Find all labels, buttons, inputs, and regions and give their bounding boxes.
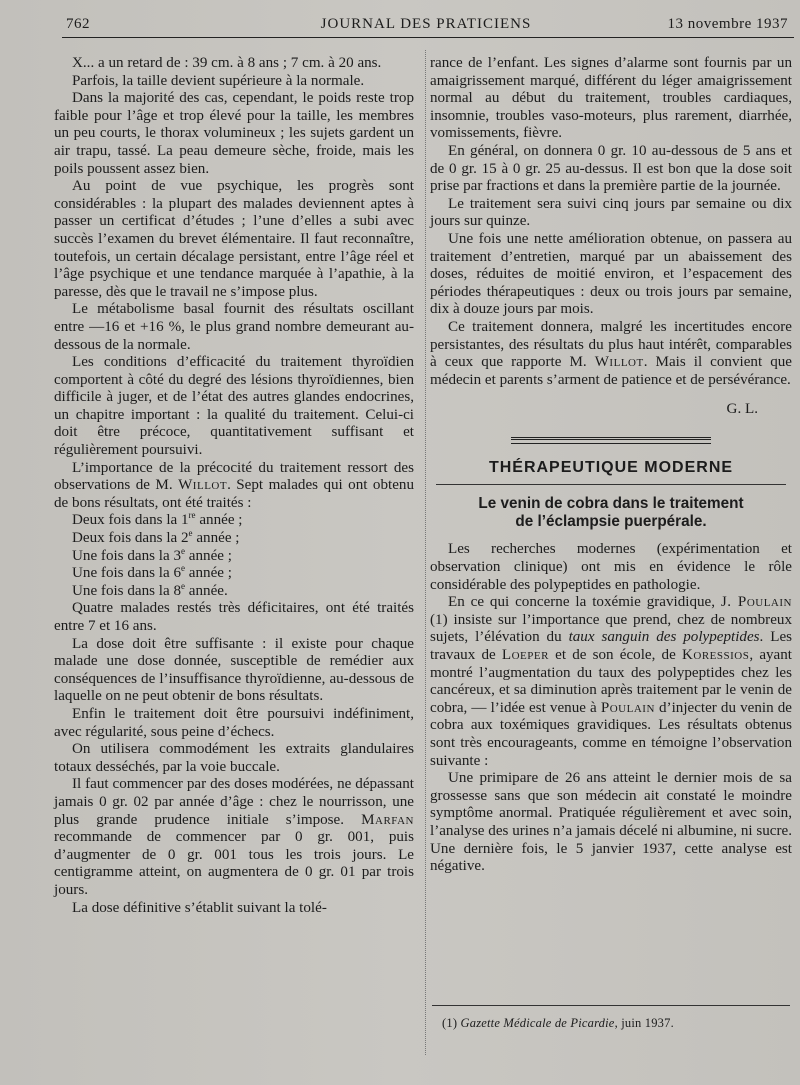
text-run: année ;	[185, 547, 232, 564]
list-item	[72, 565, 414, 583]
paragraph: X... a un retard de : 39 cm. à 8 ans ; 7 cm. à 20 ans.	[72, 55, 382, 71]
section-divider	[511, 443, 711, 444]
paragraph: Une fois une nette amélioration obtenue, on passera au traitement d’entretien, marqué par un abaissement des doses, réduites de moitié environ, et l’espacement des périodes thérapeutiques : deux ou trois jours par semaine, dix à douze jours par mois.	[430, 230, 792, 318]
column-separator	[425, 50, 426, 1055]
paragraph: rance de l’enfant. Les signes d’alarme sont fournis par un amaigrissement marqué, différent du léger amaigrissement normal au début du traitement, troubles cardiaques, insomnie, troubles vaso-moteurs, plus rarement, diarrhée, vomissements, fièvre.	[430, 55, 792, 142]
page-header	[60, 14, 792, 38]
text-run: Deux fois dans la 2	[72, 530, 189, 547]
signature: G. L.	[726, 401, 758, 418]
text-run: En ce qui concerne la toxémie gravidique,	[448, 594, 721, 611]
paragraph: Enfin le traitement doit être poursuivi indéfiniment, avec régularité, sous peine d’échecs.	[54, 705, 414, 740]
superscript: e	[181, 563, 185, 574]
issue-date: 13 novembre 1937	[667, 16, 788, 32]
paragraph	[54, 460, 414, 513]
paragraph: Dans la majorité des cas, cependant, le poids reste trop faible pour l’âge et trop élevé pour la taille, les membres un peu courts, le thorax volumineux ; les sujets gardent un air trapu, tassé. La peau demeure sèche, froide, mais les poils poussent assez bien.	[54, 90, 414, 177]
text-run: et de son école, de	[548, 647, 682, 664]
author-name: Poulain	[600, 699, 655, 716]
text-run: d’injecter du venin de cobra aux toxémiques gravidiques. Les résultats obtenus sont très encourageants, comme en témoigne l’observation suivante :	[430, 699, 792, 769]
paragraph: Le métabolisme basal fournit des résultats oscillant entre —16 et +16 %, le plus grand nombre demeurant au-dessous de la normale.	[54, 301, 414, 353]
paragraph: Le traitement sera suivi cinq jours par semaine ou dix jours sur quinze.	[430, 195, 792, 230]
section-rubric: THÉRAPEUTIQUE MODERNE	[488, 458, 734, 476]
page-number: 762	[66, 16, 90, 32]
paragraph	[430, 319, 792, 389]
left-column	[54, 55, 414, 917]
text-run: Une fois dans la 6	[72, 565, 181, 582]
list-item	[72, 512, 414, 530]
text-run: année ;	[192, 530, 240, 547]
text-run: Ce traitement donnera, malgré les incertitudes encore persistantes, des résultats du plus haut intérêt, comparables à ceux que rapporte M.	[430, 318, 792, 371]
author-name: Marfan	[361, 811, 414, 828]
superscript: e	[181, 580, 185, 591]
text-run: , juin 1937.	[614, 1016, 674, 1030]
author-name: Willot	[178, 477, 228, 494]
right-column	[430, 55, 792, 876]
list-item	[72, 580, 414, 601]
footnote-rule	[432, 1005, 790, 1006]
text-run: , ayant montré l’augmentation du taux des polypeptides chez les cancéreux, et sa diminution après traitement par le venin de cobra, — l’idée est venue à	[430, 647, 792, 716]
paragraph: On utilisera commodément les extraits glandulaires totaux desséchés, par la voie buccale.	[54, 741, 414, 775]
footnote	[442, 1016, 674, 1031]
author-name: J. Poulain	[720, 594, 792, 611]
text-run: année.	[185, 582, 228, 599]
footnote-marker: (1)	[442, 1016, 461, 1030]
paragraph	[54, 776, 414, 899]
footnote-source: Gazette Médicale de Picardie	[460, 1016, 615, 1030]
article-title	[430, 495, 792, 531]
paragraph: Les conditions d’efficacité du traitement thyroïdien comportent à côté du degré des lésions thyroïdiennes, bien difficile à juger, et de l’état des autres glandes endocrines, un chapitre important : la qualité du traitement. Celui-ci doit être précoce, quantitativement suffisant et régulièrement poursuivi.	[54, 354, 414, 459]
paragraph: La dose définitive s’établit suivant la tolé-	[72, 899, 327, 916]
text-run: Une fois dans la 3	[72, 547, 181, 564]
title-line: Le venin de cobra dans le traitement	[478, 495, 744, 513]
journal-title: JOURNAL DES PRATICIENS	[320, 16, 532, 32]
text-run: Il faut commencer par des doses modérées, ne dépassant jamais 0 gr. 02 par année d’âge : chez le nourrisson, une plus grande prudence initiale s’impose.	[54, 776, 414, 828]
paragraph: Quatre malades restés très déficitaires, ont été traités entre 7 et 16 ans.	[54, 600, 414, 634]
text-run: . Sept malades qui ont obtenu de bons résultats, ont été traités :	[54, 477, 414, 511]
list-item	[72, 545, 414, 566]
text-run: (1) insiste sur l’importance que prend, chez de nombreux sujets, l’élévation du	[430, 611, 792, 646]
paragraph: Une primipare de 26 ans atteint le dernier mois de sa grossesse sans que son médecin ait constaté le moindre symptôme anormal. Pratiquée régulièrement et avec soin, l’analyse des urines n’a jamais décelé ni albumine, ni sucre. Une dernière fois, le 5 janvier 1937, cette analyse est négative.	[430, 770, 792, 875]
text-run: année ;	[185, 565, 232, 582]
paragraph	[430, 594, 792, 770]
text-run: L’importance de la précocité du traitement ressort des observations de M.	[54, 459, 414, 494]
paragraph: En général, on donnera 0 gr. 10 au-dessous de 5 ans et de 0 gr. 15 à 0 gr. 25 au-dessus. Il est bon que la dose soit prise par fractions et dans la première partie de la journée.	[430, 142, 792, 195]
text-run: . Mais il convient que médecin et parents s’arment de patience et de persévérance.	[430, 354, 792, 388]
text-run: année ;	[195, 512, 243, 529]
paragraph: Parfois, la taille devient supérieure à la normale.	[72, 72, 365, 89]
text-run: Une fois dans la 8	[72, 582, 181, 599]
emphasis: taux sanguin des polypeptides	[568, 629, 760, 646]
treatment-list	[54, 512, 414, 600]
header-rule	[62, 37, 794, 38]
author-name: Loeper	[501, 647, 549, 664]
author-name: Willot	[594, 354, 644, 371]
superscript: e	[188, 528, 193, 538]
superscript: e	[181, 545, 185, 556]
section-divider	[511, 437, 711, 440]
paragraph: Au point de vue psychique, les progrès sont considérables : la plupart des malades deviennent aptes à passer un certificat d’études ; l’une d’elles a subi avec succès l’examen du brevet élémentaire. Il faut reconnaître, toutefois, un certain décalage persistant, entre l’âge réel et l’âge psychique et une tendance marquée à l’apathie, à la paresse, dès que le travail ne s’impose plus.	[54, 178, 414, 300]
superscript: re	[188, 510, 196, 521]
paragraph: Les recherches modernes (expérimentation et observation clinique) ont mis en évidence le rôle considérable des polypeptides en pathologie.	[430, 541, 792, 593]
paragraph: La dose doit être suffisante : il existe pour chaque malade une dose donnée, susceptible de remédier aux conséquences de l’insuffisance thyroïdienne, au-dessous de laquelle on ne peut obtenir de bons résultats.	[54, 635, 414, 705]
text-run: recommande de commencer par 0 gr. 001, puis d’augmenter de 0 gr. 001 tous les trois jours. Le centigramme atteint, on augmentera de 0 gr. 01 par trois jours.	[54, 829, 414, 898]
text-run: . Les travaux de	[430, 629, 793, 664]
text-run: Deux fois dans la 1	[72, 512, 189, 529]
section-divider	[436, 484, 786, 485]
author-name: Koressios	[681, 647, 750, 664]
title-line: de l’éclampsie puerpérale.	[515, 513, 707, 531]
list-item	[72, 530, 414, 548]
